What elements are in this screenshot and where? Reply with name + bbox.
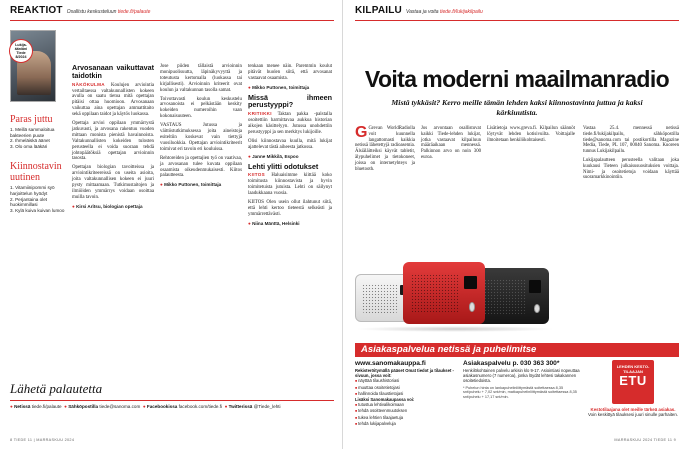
- section-label: KILPAILU: [355, 5, 402, 16]
- letter-column-2: [160, 64, 242, 191]
- footer-divider: [10, 400, 334, 401]
- radio-product-photo: [355, 256, 583, 340]
- feedback-channels: ● Netissä tiede.fi/palaute ● Sähköpostilla tiede@sanoma.com ● Facebookissa facebook.com/tiede.fi ● Twitterissä @Tiede_lehti: [10, 404, 281, 409]
- letter-kicker: KRITIIKKI: [248, 111, 272, 117]
- subscriber-benefit-stamp: LEHDEN KESTO-TILAAJAN ETU: [612, 360, 654, 404]
- interesting-news-block: [10, 161, 66, 213]
- interesting-news-item: 3. Kylä kuiva kuivan lumoo: [10, 207, 65, 213]
- ad-subscriber-column: LEHDEN KESTO-TILAAJAN ETU Kestotilaajana olet meille tärkeä asiakas. Voin keskittyä tilauksesi juuri sinulle parhaiten.: [587, 360, 679, 418]
- letter-paragraph: Rehtoreiden ja opettajien työ on vaativaa, ja arvosanan tulee kuvata oppilaan osaamista oikeudenmukaisesti. Kiitos palautteesta.: [160, 155, 242, 179]
- page-number-right: MARRASKUU 2024 TIEDE 11 9: [614, 438, 676, 442]
- letter-paragraph: Opettajan biologian tavoitteissa ja arviointikriteereissä on useita asioita, joita valtakunnallisen kokeen ei juuri pysty mittaamaan. Tutkimustaitojen ja ilmiöiden ymmärrys voidaan osoittaa muilla tavoin.: [72, 165, 154, 200]
- contest-column-3: Lisätietoja www.greva.fi. Kilpailun säännöt löytyvät lehden kotisivuilta. Voittajalle ilmoitetaan henkilökohtaisesti.: [487, 126, 575, 143]
- letter-signature: ● Mikko Puttonen, toimittaja: [160, 182, 222, 188]
- page-number-left: 8 TIEDE 11 | MARRASKUU 2024: [10, 438, 75, 442]
- feedback-web-link[interactable]: tiede.fi/palaute: [31, 404, 62, 409]
- feedback-facebook-link[interactable]: facebook.com/tiede.fi: [178, 404, 223, 409]
- best-story-item: 2. Ihmeläiskä äänet: [10, 138, 50, 144]
- header-divider: [355, 20, 679, 21]
- ad-web-column: www.sanomakauppa.fi Rekisteröitymällä pääset Omat tiedot ja tilaukset -sivuun, jossa voit: ■ näyttää tilaushistoriasi ■ muuttaa osoitetietojasi ■ hallinnoida tilaustietojasi Lisäksi Sanomakaupassa voi: ■ tutustua lehtivalikoimaan ■ tehdä osoitteenmuutoksen ■ tukea lehtien tilaajaetuja ■ tehdä lukijapalveluja: [355, 360, 457, 427]
- section-subtitle: [406, 9, 483, 15]
- list-item: ■ hallinnoida tilaustietojasi: [355, 391, 457, 397]
- letter-paragraph: KIITOS Haluaisimme kiittää koko toimitusta kiinnostavista ja hyvin toimitetuista jutuista. Lehti on säilynyt laadukkaana vuosia.: [248, 172, 332, 197]
- letter-title: Arvosanaan vaikuttavat taidotkin: [72, 63, 154, 80]
- contest-column-4: Vastaa 25.4. mennessä netissä tiede.fi/lukijakilpailu, sähköpostilla tiede@sanoma.com tai postikortilla Magazine Media, Tiede, PL 107, 00040 Sanoma. Kuoreen tunnus Lukijakilpailu. Lukijapalautteen perusteella valitaan joka kuukausi Tieteen julkaisusuosituksien voittaja. Nimi- ja osoitetietoja voidaan käyttää suoramarkkinointiin.: [583, 126, 679, 181]
- ad-title: Asiakaspalvelua netissä ja puhelimitse: [361, 344, 537, 355]
- letter-paragraph: Jose piiden tällaistä arvioinnin monipuolisuutta, läpinäkyvyyttä ja toteutusta kertomalla (luokassa tai kirjallisesti). Arvioinnin kriteerit ovat koulun ja valtakunnan tasolla samat.: [160, 64, 242, 93]
- letter-paragraph: tenkaan menee näin. Paremmin koulut pitävät huolen siitä, että arvosanat vastaavat osaamista.: [248, 64, 332, 81]
- list-item: ■ tukea lehtien tilaajaetuja: [355, 415, 457, 421]
- letter-paragraph: Toivottavasti koulun keskustelu arvosanoista ei pelkästään keskity kokeiden numeroihin vaan kokonaisuuteen.: [160, 96, 242, 120]
- letter-title: Missä ihmeen perustyyppi?: [248, 92, 332, 110]
- best-story-item: 3. Olo oma lääkäri: [10, 143, 48, 149]
- list-item: ■ tutustua lehtivalikoimaan: [355, 402, 457, 408]
- section-label: REAKTIOT: [10, 5, 63, 16]
- letter-paragraph: KRITIIKKI Taktan pakka -palstalla osoitettiin harmittavaa aukkoa historian aikojen käsittelyyn. Jutussa unohdettiin perustyyppi ja sen merkitys lukijoille.: [248, 111, 332, 135]
- list-item: ■ näyttää tilaushistoriasi: [355, 378, 457, 384]
- reader-badge: Lukija-ääniäni Tiede 8/2024: [9, 39, 33, 63]
- letter-paragraph: KIITOS Olen usein ollut ilahtunut siitä, että lehti kertoo tieteestä selkeästi ja ymmärrettävästi.: [248, 199, 332, 217]
- ad-extra-list: [355, 402, 457, 427]
- subtitle-link[interactable]: tiede.fi/palaute: [117, 9, 151, 15]
- letter-paragraph: Olisi kiinnostavaa kuulla, mitä lukijat ajattelevat tästä aiheesta jatkossa.: [248, 138, 332, 150]
- contest-column-2: Jos arvontaan osallistuvat kaikki Tiede-lehden lukijat, jotka vastaavat kilpailuun määräaikaan mennessä. Palkinnon arvo on noin 300 euroa.: [421, 126, 481, 160]
- letter-column-1: [72, 64, 154, 213]
- best-story-item: 1. Meillä sammaloitua bakteerien puute: [10, 127, 55, 138]
- contest-column-1: G Grevan WorldRadiolla voit kuunnella langattomasti kaikkia netissä lähetettyjä radioasemia. Älsiäläitteiksi käyvät tabletit, älypuhelimet ja tietokoneet, joissa on internetyhteys ja bluetooth.: [355, 124, 415, 172]
- best-story-heading: Paras juttu: [10, 114, 53, 125]
- letter-kicker: NÄKÖKULMA: [72, 81, 105, 87]
- best-story-block: [10, 114, 66, 149]
- customer-service-ad: [355, 343, 679, 436]
- right-page-header: [355, 5, 483, 19]
- list-item: ■ muuttaa osoitetietojasi: [355, 385, 457, 391]
- product-shadow: [355, 326, 555, 332]
- reader-sidebar: [10, 30, 66, 213]
- subtitle-prefix: Vastaa ja voita: [405, 9, 439, 15]
- letter-paragraph: NÄKÖKULMA Koulujen arviointia vertailtaessa valtakunnallisten kokeen avulla on saatu tietoa mitä opettajan pitäisi ottaa huomioon. Arvosanaan vaikuttaa aina opettajan ammattitaito sekä oppilaan taidot ja käytös luokassa.: [72, 81, 154, 118]
- left-page-header: [10, 5, 150, 19]
- letter-signature: ● Niina Mänttä, Helsinki: [248, 220, 300, 226]
- ad-title-bar: [355, 343, 679, 357]
- subtitle-prefix: Osallistu keskusteluun: [66, 9, 117, 15]
- ad-web-list: [355, 378, 457, 397]
- letter-kicker: KIITOS: [248, 172, 266, 178]
- ad-phone-column: Asiakaspalvelu p. 030 363 300* Henkilökohtainen palvelu arkisin klo 9-17. Asiointiasi nopeuttaa asiakasnumero (7 numeroa), jonka löydät lehtesi takakannen osoitetiedoista. * Puhelun hinta on lankapuhelinliittymästä soitettaessa 8,35 snt/puhelu + 7,02 snt/min, matkapuhelinliittymästä soitettaessa 8,35 snt/puhelu + 17,17 snt/min.: [463, 360, 580, 399]
- drop-cap: G: [355, 124, 368, 141]
- subtitle-link[interactable]: tiede.fi/lukijakilpailu: [439, 9, 483, 15]
- interesting-news-item: 1. Vitamiinipommi syö harjoittelun hyödyt: [10, 185, 55, 196]
- list-item: ■ tehdä lukijapalveluja: [355, 421, 457, 427]
- feedback-twitter-link[interactable]: @Tiede_lehti: [253, 404, 281, 409]
- page-spine: [342, 0, 343, 449]
- header-divider: [10, 20, 334, 21]
- red-radio-image: [403, 262, 485, 324]
- letter-title: Lehti ylitti odotukset: [248, 161, 319, 171]
- letter-signature: ● Janne Mikkilä, Espoo: [248, 153, 299, 159]
- interesting-news-heading: Kiinnostavin uutinen: [10, 161, 62, 184]
- magazine-cover-image: [10, 30, 56, 102]
- letter-column-3: [248, 64, 332, 230]
- contest-headline: Voita moderni maailmanradio: [364, 66, 670, 92]
- ad-phone-number[interactable]: Asiakaspalvelu p. 030 363 300*: [463, 360, 560, 367]
- ad-website-link[interactable]: www.sanomakauppa.fi: [355, 360, 426, 367]
- feedback-email-link[interactable]: tiede@sanoma.com: [99, 404, 141, 409]
- list-item: ■ tehdä osoitteenmuutoksen: [355, 408, 457, 414]
- section-subtitle: [67, 9, 151, 15]
- interesting-news-item: 2. Perjantaina olet huokimmillasi: [10, 196, 48, 208]
- letter-paragraph: VASTAUS Jutussa ja väittöstutkimuksessa joita aineistoja esiteltiin koskevat vain tiettyjä vuosiluokkia. Opettajan arviointikriteerit toimivat eri tavoin eri kouluissa.: [160, 123, 242, 152]
- letter-signature: ● Kirsi Aritsu, biologian opettaja: [72, 203, 143, 209]
- letter-paragraph: Opettaja arvioi oppilaan ymmärrystä jatkuvasti, ja arvosana rakentuu vuoden mittaan monista pienistä havainnoista. Valtakunnallisten kokeiden tulosten perusteella ei voida suoraan tehdä johtopäätöksiä opettajan arvioinnin tasosta.: [72, 121, 154, 162]
- letter-signature: ● Mikko Puttonen, toimittaja: [248, 84, 310, 90]
- contest-deck: Mistä tykkäsit? Kerro meille tämän lehden kaksi kiinnostavinta juttua ja kaksi kärkiuutista.: [391, 98, 643, 117]
- send-feedback-heading: Lähetä palautetta: [10, 381, 103, 396]
